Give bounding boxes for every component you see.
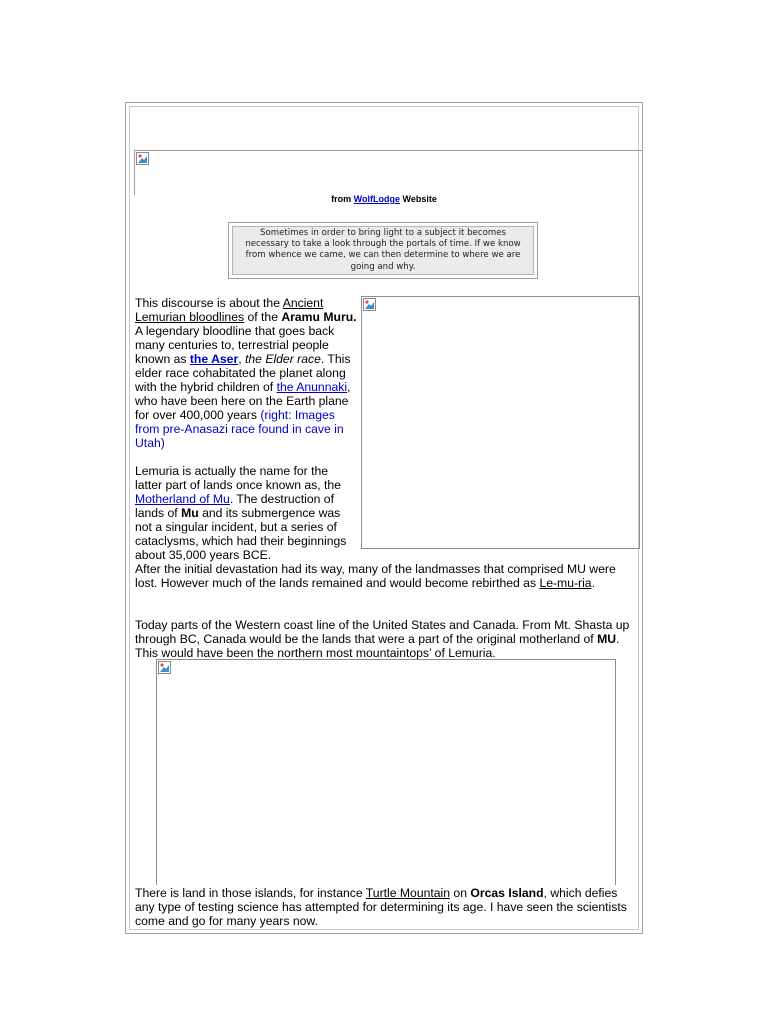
source-prefix: from (331, 194, 352, 204)
paragraph-western-coast: Today parts of the Western coast line of the United States and Canada. From Mt. Shasta up through BC, Canada would be the lands that were a part of the original motherland of MU. This would have been the northern most mountaintops’ of Lemuria. (135, 618, 630, 660)
paragraph-aramu-muru: This discourse is about the Ancient Lemurian bloodlines of the Aramu Muru. A legendary bloodline that goes back many centuries to, terrestrial people known as the Aser, the Elder race. This elder race cohabitated the planet along with the hybrid children of the Anunnaki, who have been here on the Earth plane for over 400,000 years (right: Images from pre-Anasazi race found in cave in Utah) (135, 296, 357, 450)
image-caption: (right: Images from pre-Anasazi race found in cave in Utah) (135, 408, 344, 450)
paragraph-lemuria-a: Lemuria is actually the name for the latter part of lands once known as, the Motherland of Mu. The destruction of lands of Mu and its submergence was not a singular incident, but a series of cataclysms, which had their beginnings about 35,000 years BCE. (135, 464, 347, 562)
paragraph-lemuria-b: After the initial devastation had its way, many of the landmasses that comprised MU were lost. However much of the lands remained and would become rebirthed as Le-mu-ria. (135, 562, 616, 590)
source-suffix: Website (402, 194, 437, 204)
source-line (128, 194, 640, 204)
broken-image-icon (136, 152, 149, 165)
pre-anasazi-image (361, 296, 640, 549)
motherland-of-mu-link[interactable]: Motherland of Mu (135, 492, 230, 506)
anunnaki-link[interactable]: the Anunnaki (276, 380, 348, 394)
broken-image-icon (363, 298, 376, 311)
wolflodge-link[interactable]: WolfLodge (353, 194, 400, 204)
ancient-lemurian-link[interactable]: Ancient Lemurian bloodlines (135, 296, 324, 324)
lemuria-link[interactable]: Le-mu-ria (539, 576, 592, 590)
lemuria-map-image (156, 659, 616, 885)
paragraph-orcas-island: There is land in those islands, for instance Turtle Mountain on Orcas Island, which defies any type of testing science has attempted for determining its age. I have seen the scientists come and go for many years now. (135, 886, 627, 928)
intro-quote-text: Sometimes in order to bring light to a subject it becomes necessary to take a look through the portals of time. If we know from whence we came, we can then determine to where we are going and why. (232, 226, 534, 275)
intro-quote-box (228, 222, 538, 279)
turtle-mountain-link[interactable]: Turtle Mountain (365, 886, 451, 900)
header-image (134, 150, 643, 195)
the-aser-link[interactable]: the Aser (189, 352, 239, 366)
broken-image-icon (158, 661, 171, 674)
